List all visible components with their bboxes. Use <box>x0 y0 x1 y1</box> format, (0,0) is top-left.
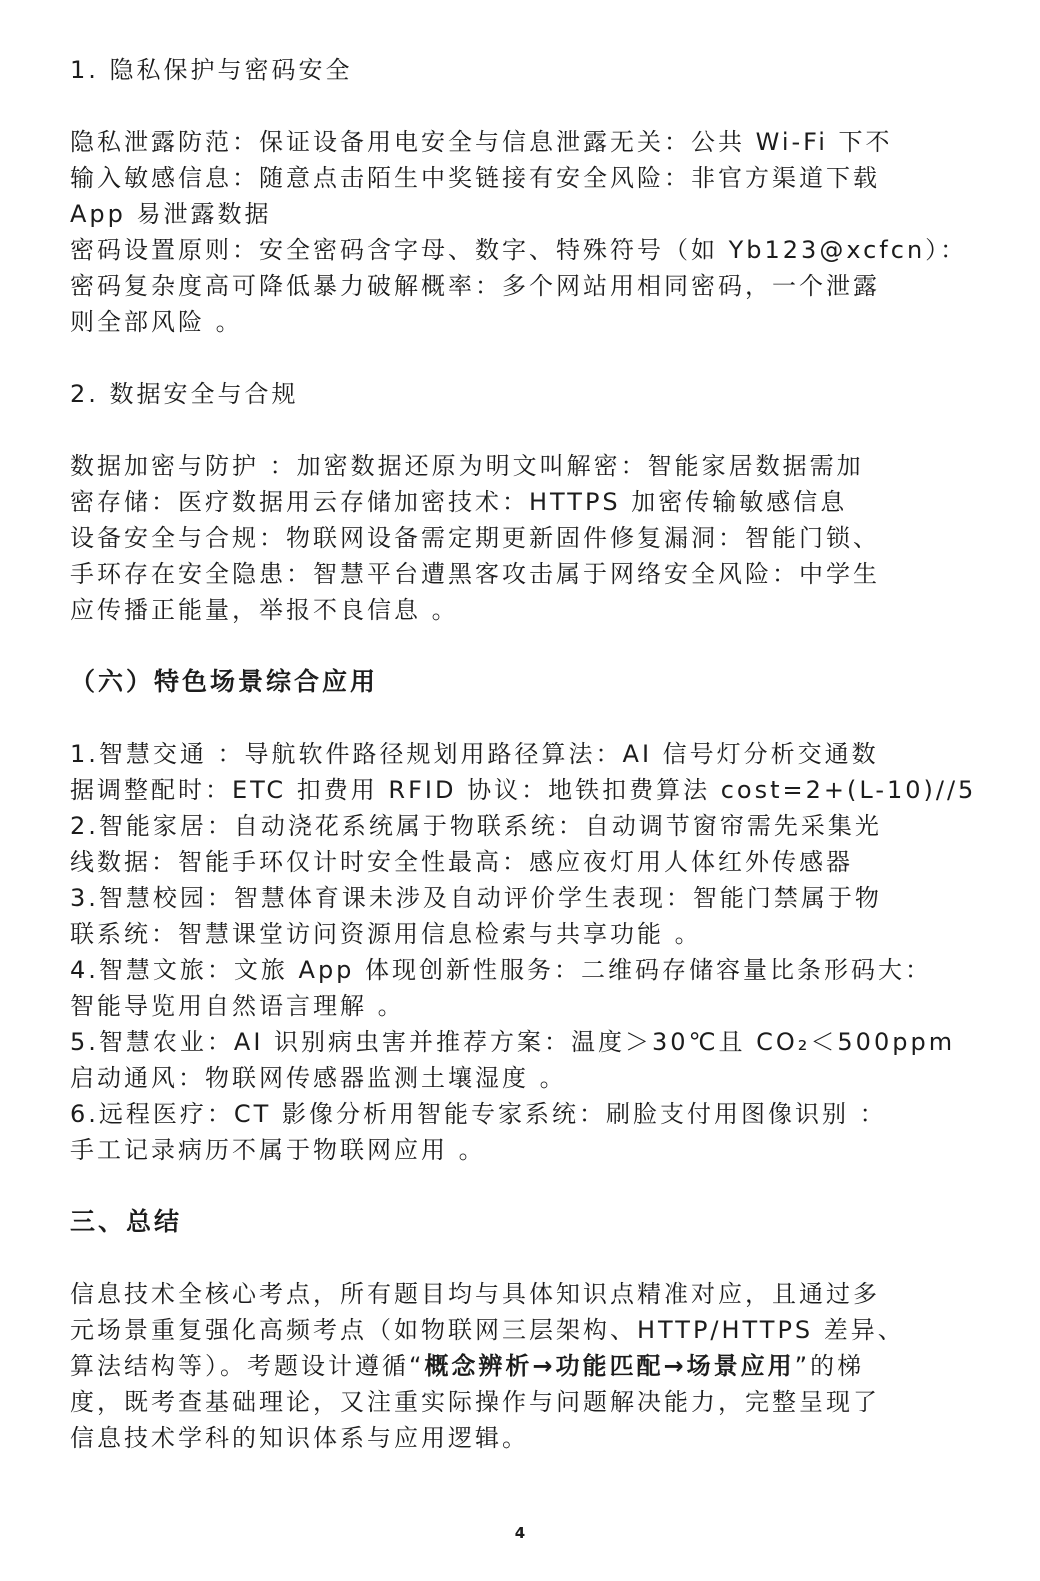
text-line: 信息技术全核心考点，所有题目均与具体知识点精准对应，且通过多 <box>70 1280 880 1308</box>
list-item: 4.智慧文旅：文旅 App 体现创新性服务：二维码存储容量比条形码大： <box>70 956 933 984</box>
list-item: 线数据：智能手环仅计时安全性最高：感应夜灯用人体红外传感器 <box>70 848 853 876</box>
text-line: 度，既考查基础理论，又注重实际操作与问题解决能力，完整呈现了 <box>70 1388 880 1416</box>
list-item: 1.智慧交通 ：导航软件路径规划用路径算法：AI 信号灯分析交通数 <box>70 740 879 768</box>
text-line: 数据加密与防护 ：加密数据还原为明文叫解密：智能家居数据需加 <box>70 452 864 480</box>
privacy-paragraph <box>70 124 968 340</box>
text-line: 密码设置原则：安全密码含字母、数字、特殊符号（如 Yb123@xcfcn）： <box>70 236 968 264</box>
section-heading-summary: 三、总结 <box>70 1207 183 1236</box>
page-number: 4 <box>514 1524 526 1542</box>
text-line: 信息技术学科的知识体系与应用逻辑。 <box>70 1424 529 1452</box>
text-line: 应传播正能量，举报不良信息 。 <box>70 596 459 624</box>
list-item: 2.智能家居：自动浇花系统属于物联系统：自动调节窗帘需先采集光 <box>70 812 882 840</box>
list-item: 联系统：智慧课堂访问资源用信息检索与共享功能 。 <box>70 920 702 948</box>
list-item: 3.智慧校园：智慧体育课未涉及自动评价学生表现：智能门禁属于物 <box>70 884 882 912</box>
section-heading-scenarios: （六）特色场景综合应用 <box>70 667 379 696</box>
list-item: 据调整配时：ETC 扣费用 RFID 协议：地铁扣费算法 cost=2+(L-10)//5 <box>70 776 977 804</box>
text-line: 手环存在安全隐患：智慧平台遭黑客攻击属于网络安全风险：中学生 <box>70 560 880 588</box>
text-line <box>70 1348 960 1384</box>
emphasized-text: 概念辨析→功能匹配→场景应用 <box>424 1352 795 1380</box>
scenarios-list <box>70 736 977 1168</box>
text-line: 密码复杂度高可降低暴力破解概率：多个网站用相同密码，一个泄露 <box>70 272 880 300</box>
data-security-paragraph <box>70 448 960 628</box>
list-item: 6.远程医疗：CT 影像分析用智能专家系统：刷脸支付用图像识别 ： <box>70 1100 887 1128</box>
list-item: 智能导览用自然语言理解 。 <box>70 992 405 1020</box>
list-item: 启动通风：物联网传感器监测土壤湿度 。 <box>70 1064 567 1092</box>
text-span: ”的梯 <box>794 1352 865 1380</box>
text-line: 则全部风险 。 <box>70 308 243 336</box>
document-page <box>70 52 977 1456</box>
text-line: 隐私泄露防范：保证设备用电安全与信息泄露无关：公共 Wi-Fi 下不 <box>70 128 893 156</box>
section-heading-privacy: 1. 隐私保护与密码安全 <box>70 56 353 84</box>
section-heading-data-security: 2. 数据安全与合规 <box>70 380 299 408</box>
summary-paragraph <box>70 1276 960 1456</box>
text-line: 元场景重复强化高频考点（如物联网三层架构、HTTP/HTTPS 差异、 <box>70 1316 905 1344</box>
text-line: 密存储：医疗数据用云存储加密技术：HTTPS 加密传输敏感信息 <box>70 488 848 516</box>
text-line: 设备安全与合规：物联网设备需定期更新固件修复漏洞：智能门锁、 <box>70 524 880 552</box>
text-span: 算法结构等）。考题设计遵循“ <box>70 1352 425 1380</box>
text-line: App 易泄露数据 <box>70 200 272 228</box>
text-line: 输入敏感信息：随意点击陌生中奖链接有安全风险：非官方渠道下载 <box>70 164 880 192</box>
list-item: 手工记录病历不属于物联网应用 。 <box>70 1136 486 1164</box>
list-item: 5.智慧农业：AI 识别病虫害并推荐方案：温度＞30℃且 CO₂＜500ppm <box>70 1028 956 1056</box>
